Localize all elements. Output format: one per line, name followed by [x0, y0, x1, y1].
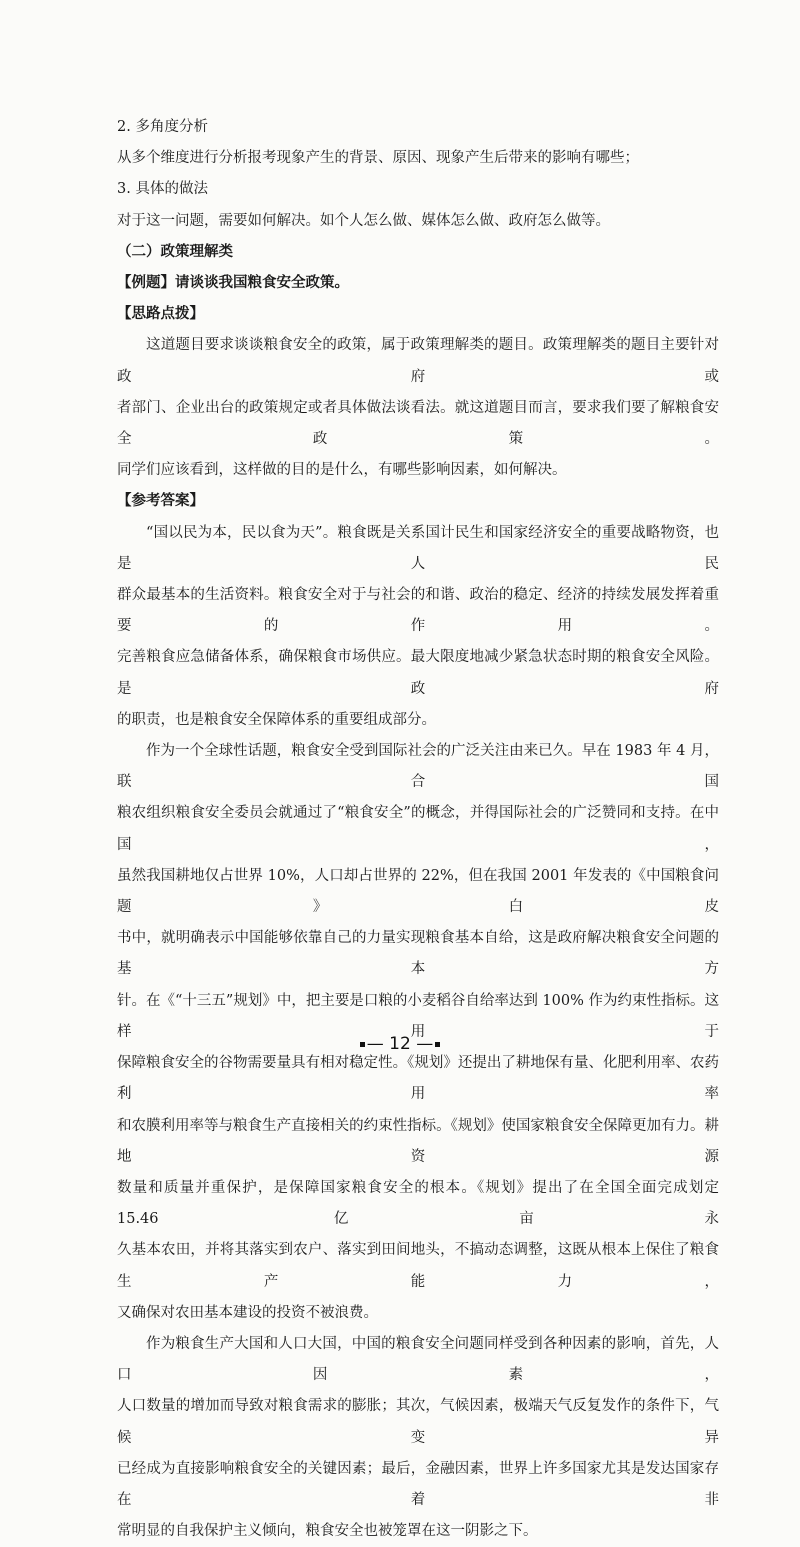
- paragraph-line: 人口数量的增加而导致对粮食需求的膨胀；其次，气候因素，极端天气反复发作的条件下，气候变异: [117, 1398, 719, 1446]
- paragraph-line: 的职责，也是粮食安全保障体系的重要组成部分。: [117, 711, 436, 728]
- footer-square-icon: [360, 1042, 365, 1047]
- page-number: 12: [389, 1034, 411, 1054]
- paragraph-line: 久基本农田，并将其落实到农户、落实到田间地头，不搞动态调整，这既从根本上保住了粮食生产能力，: [117, 1242, 719, 1290]
- page-footer: [0, 1034, 800, 1054]
- paragraph-line: 粮农组织粮食安全委员会就通过了“粮食安全”的概念，并得国际社会的广泛赞同和支持。在中国，: [117, 805, 719, 853]
- paragraph-line: 数量和质量并重保护，是保障国家粮食安全的根本。《规划》提出了在全国全面完成划定 15.46 亿亩永: [117, 1179, 719, 1228]
- paragraph-line: 书中，就明确表示中国能够依靠自己的力量实现粮食基本自给，这是政府解决粮食安全问题的基本方: [117, 930, 719, 978]
- paragraph-line: 虽然我国耕地仅占世界 10%，人口却占世界的 22%，但在我国 2001 年发表的《中国粮食问题》白皮: [117, 867, 719, 916]
- paragraph-line: 又确保对农田基本建设的投资不被浪费。: [117, 1304, 378, 1321]
- paragraph-line: 针。在《“十三五”规划》中，把主要是口粮的小麦稻谷自给率达到 100% 作为约束性指标。这样用于: [117, 992, 719, 1040]
- paragraph-line: 已经成为直接影响粮食安全的关键因素；最后，金融因素，世界上许多国家尤其是发达国家存在着非: [117, 1460, 719, 1508]
- answer-paragraph-3: [117, 1329, 719, 1547]
- footer-square-icon: [435, 1042, 440, 1047]
- subsection-3-title: 3. 具体的做法: [117, 181, 208, 198]
- subsection-2-text: 从多个维度进行分析报考现象产生的背景、原因、现象产生后带来的影响有哪些；: [117, 150, 639, 167]
- hint-paragraph: [117, 330, 719, 486]
- paragraph-line: 完善粮食应急储备体系，确保粮食市场供应。最大限度地减少紧急状态时期的粮食安全风险。是政府: [117, 649, 719, 697]
- example-question: 【例题】请谈谈我国粮食安全政策。: [117, 275, 349, 292]
- document-body: [117, 112, 719, 1547]
- answer-paragraph-2: [117, 736, 719, 1329]
- answer-label: 【参考答案】: [117, 493, 204, 510]
- paragraph-line: 同学们应该看到，这样做的目的是什么，有哪些影响因素，如何解决。: [117, 462, 567, 479]
- paragraph-line: 保障粮食安全的谷物需要量具有相对稳定性。《规划》还提出了耕地保有量、化肥利用率、农药利用率: [117, 1055, 719, 1103]
- subsection-2-title: 2. 多角度分析: [117, 119, 208, 135]
- footer-dash-right: —: [416, 1034, 434, 1054]
- subsection-3-text: 对于这一问题，需要如何解决。如个人怎么做、媒体怎么做、政府怎么做等。: [117, 212, 610, 229]
- paragraph-line: 者部门、企业出台的政策规定或者具体做法谈看法。就这道题目而言，要求我们要了解粮食安全政策。: [117, 399, 719, 448]
- paragraph-line: 群众最基本的生活资料。粮食安全对于与社会的和谐、政治的稳定、经济的持续发展发挥着重要的作用。: [117, 587, 719, 635]
- paragraph-line: 和农膜利用率等与粮食生产直接相关的约束性指标。《规划》使国家粮食安全保障更加有力。耕地资源: [117, 1117, 719, 1165]
- paragraph-line: 作为一个全球性话题，粮食安全受到国际社会的广泛关注由来已久。早在 1983 年 4 月，联合国: [117, 743, 719, 791]
- paragraph-line: 作为粮食生产大国和人口大国，中国的粮食安全问题同样受到各种因素的影响，首先，人口因素，: [117, 1335, 719, 1384]
- hint-label: 【思路点拨】: [117, 306, 204, 323]
- paragraph-line: 这道题目要求谈谈粮食安全的政策，属于政策理解类的题目。政策理解类的题目主要针对政府或: [117, 337, 719, 385]
- paragraph-line: 常明显的自我保护主义倾向，粮食安全也被笼罩在这一阴影之下。: [117, 1523, 538, 1540]
- section-title: （二）政策理解类: [117, 243, 233, 260]
- answer-paragraph-1: [117, 518, 719, 736]
- footer-dash-left: —: [366, 1034, 384, 1054]
- paragraph-line: “国以民为本，民以食为天”。粮食既是关系国计民生和国家经济安全的重要战略物资，也是人民: [117, 524, 719, 572]
